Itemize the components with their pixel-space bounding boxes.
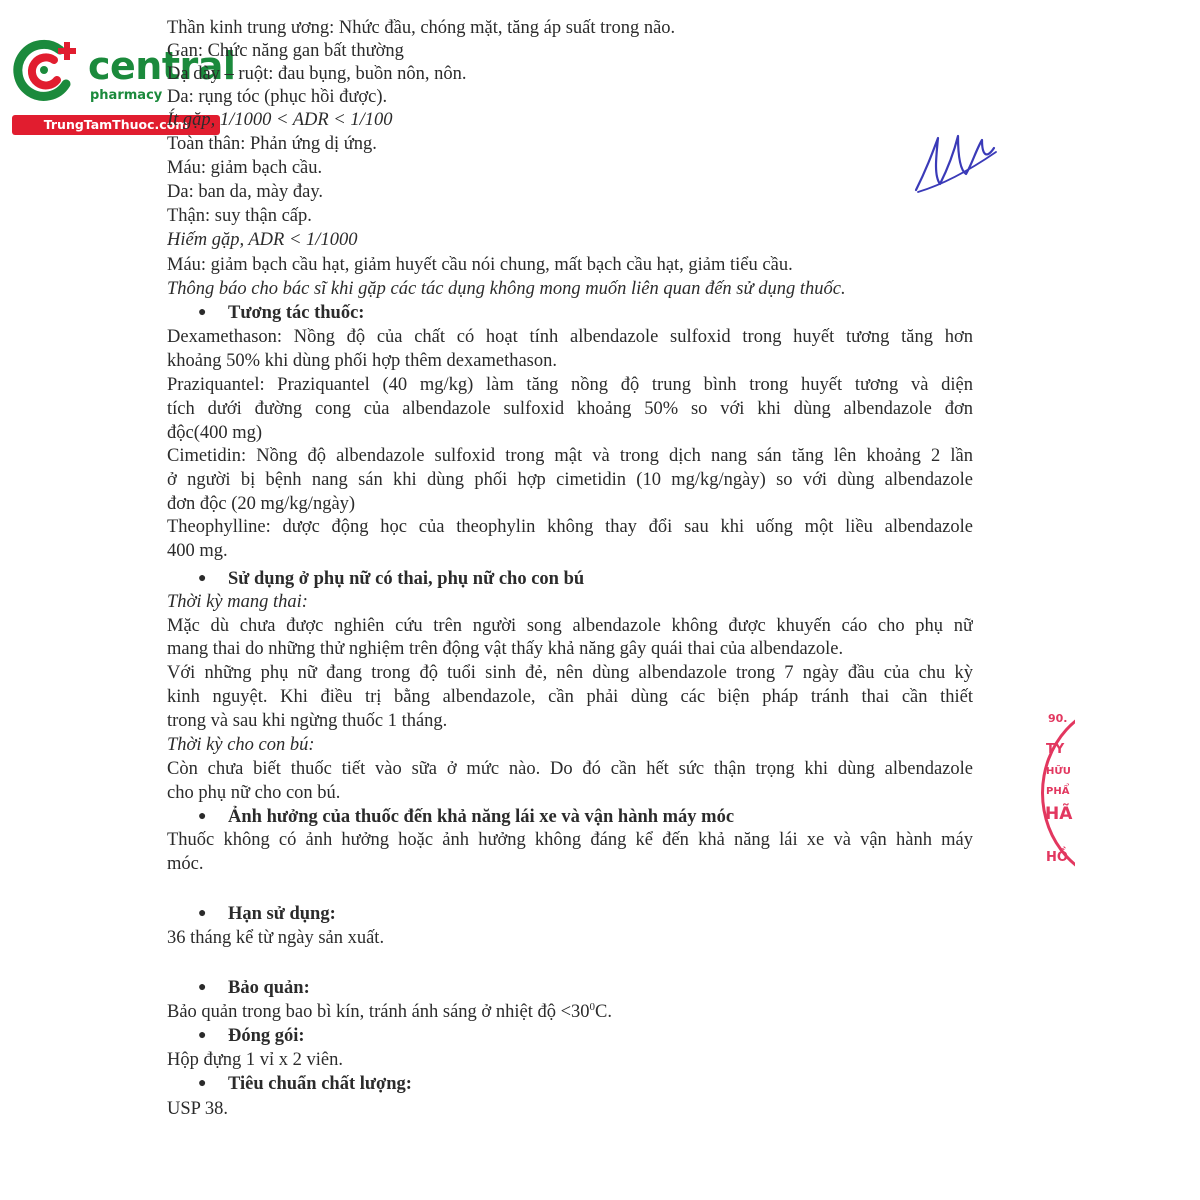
side-effect-skin-rash: Da: ban da, mày đay. [167, 182, 323, 202]
interaction-theophylline: Theophylline: dược động học của theophylin không thay đổi sau khi uống một liều albendazole [167, 517, 973, 537]
section-heading-quality [198, 1072, 1004, 1096]
lactation-text: Còn chưa biết thuốc tiết vào sữa ở mức nào. Do đó cần hết sức thận trọng khi dùng albendazole [167, 759, 973, 779]
driving-text: móc. [167, 854, 204, 874]
heading-text: Ảnh hưởng của thuốc đến khả năng lái xe và vận hành máy móc [228, 807, 735, 827]
bullet-icon: ● [198, 305, 207, 320]
packaging-text: Hộp đựng 1 vỉ x 2 viên. [167, 1050, 344, 1070]
interaction-theophylline: 400 mg. [167, 541, 228, 561]
rare-frequency-heading: Hiếm gặp, ADR < 1/1000 [167, 230, 358, 250]
bullet-icon: ● [198, 1028, 207, 1043]
section-heading-pregnancy [198, 567, 1004, 591]
side-effect-kidney: Thận: suy thận cấp. [167, 206, 312, 226]
stamp-text: HỒ [1046, 850, 1068, 865]
section-heading-shelf-life [198, 902, 1004, 926]
shelf-life-text: 36 tháng kể từ ngày sản xuất. [167, 928, 385, 948]
uncommon-frequency-heading: Ít gặp, 1/1000 < ADR < 1/100 [167, 110, 393, 130]
bullet-icon: ● [198, 980, 207, 995]
logo-subtitle: pharmacy [90, 88, 163, 103]
interaction-praziquantel: Praziquantel: Praziquantel (40 mg/kg) làm tăng nồng độ trung bình trong huyết tương và diện [167, 375, 973, 395]
heading-text: Đóng gói: [228, 1026, 305, 1046]
side-effect-gi: Dạ dày – ruột: đau bụng, buồn nôn, nôn. [167, 64, 467, 84]
storage-text-unit: C. [595, 1002, 612, 1022]
section-heading-storage [198, 976, 1004, 1000]
heading-text: Hạn sử dụng: [228, 904, 336, 924]
bullet-icon: ● [198, 1076, 207, 1091]
storage-degree: 0 [589, 1000, 596, 1013]
stamp-text: HÃ [1045, 804, 1073, 824]
logo-website-link[interactable]: TrungTamThuoc.com [12, 115, 220, 135]
pregnancy-text: Mặc dù chưa được nghiên cứu trên người song albendazole không được khuyến cáo cho phụ nữ [167, 616, 973, 636]
pregnancy-text: trong và sau khi ngừng thuốc 1 tháng. [167, 711, 448, 731]
logo-brand-text: central [88, 44, 236, 88]
interaction-cimetidin: Cimetidin: Nồng độ albendazole sulfoxid trong mật và trong dịch nang sán tăng lên khoảng 2 lần [167, 446, 973, 466]
side-effect-blood-rare: Máu: giảm bạch cầu hạt, giảm huyết cầu nói chung, mất bạch cầu hạt, giảm tiểu cầu. [167, 255, 793, 275]
pregnancy-text: Với những phụ nữ đang trong độ tuổi sinh đẻ, nên dùng albendazole trong 7 ngày đầu của chu kỳ [167, 663, 973, 683]
pregnancy-text: mang thai do những thử nghiệm trên động vật thấy khả năng gây quái thai của albendazole. [167, 639, 844, 659]
driving-text: Thuốc không có ảnh hưởng hoặc ảnh hưởng không đáng kể đến khả năng lái xe và vận hành máy [167, 830, 973, 850]
storage-text [167, 1000, 973, 1024]
interaction-dexamethason: khoảng 50% khi dùng phối hợp thêm dexamethason. [167, 351, 557, 371]
interaction-praziquantel: độc(400 mg) [167, 423, 263, 443]
pharmacy-cross-logo-icon [10, 36, 82, 108]
pregnancy-subheading: Thời kỳ mang thai: [167, 592, 308, 612]
stamp-text: HỮU [1046, 766, 1071, 777]
stamp-text: TY [1046, 742, 1065, 757]
side-effect-notice: Thông báo cho bác sĩ khi gặp các tác dụng không mong muốn liên quan đến sử dụng thuốc. [167, 279, 846, 299]
section-heading-interactions [198, 301, 1004, 325]
pregnancy-text: kinh nguyệt. Khi điều trị bằng albendazole, cần phải dùng các biện pháp tránh thai cần thiết [167, 687, 973, 707]
heading-text: Tiêu chuẩn chất lượng: [228, 1074, 412, 1094]
section-heading-driving [198, 805, 1004, 829]
heading-text: Sử dụng ở phụ nữ có thai, phụ nữ cho con bú [228, 569, 585, 589]
bullet-icon: ● [198, 809, 207, 824]
interaction-praziquantel: tích dưới đường cong của albendazole sulfoxid khoảng 50% so với khi dùng albendazole đơn [167, 399, 973, 419]
interaction-cimetidin: ở người bị bệnh nang sán khi dùng phối hợp cimetidin (10 mg/kg/ngày) so với dùng albendazole [167, 470, 973, 490]
lactation-subheading: Thời kỳ cho con bú: [167, 735, 315, 755]
side-effect-skin-hair: Da: rụng tóc (phục hồi được). [167, 87, 388, 107]
quality-text: USP 38. [167, 1099, 229, 1119]
interaction-dexamethason: Dexamethason: Nồng độ của chất có hoạt tính albendazole sulfoxid trong huyết tương tăng hơn [167, 327, 973, 347]
interaction-cimetidin: đơn độc (20 mg/kg/ngày) [167, 494, 356, 514]
storage-text-main: Bảo quản trong bao bì kín, tránh ánh sáng ở nhiệt độ <30 [167, 1002, 590, 1022]
heading-text: Tương tác thuốc: [228, 303, 365, 323]
stamp-text: PHẨ [1046, 786, 1070, 797]
stamp-text: 90. [1048, 712, 1068, 725]
bullet-icon: ● [198, 906, 207, 921]
side-effect-blood: Máu: giảm bạch cầu. [167, 158, 323, 178]
lactation-text: cho phụ nữ cho con bú. [167, 783, 341, 803]
red-stamp [1035, 700, 1075, 885]
side-effect-liver: Gan: Chức năng gan bất thường [167, 41, 404, 61]
section-heading-packaging [198, 1024, 1004, 1048]
side-effect-general: Toàn thân: Phản ứng dị ứng. [167, 134, 377, 154]
heading-text: Bảo quản: [228, 978, 310, 998]
bullet-icon: ● [198, 571, 207, 586]
side-effect-cns: Thần kinh trung ương: Nhức đầu, chóng mặt, tăng áp suất trong não. [167, 18, 676, 38]
